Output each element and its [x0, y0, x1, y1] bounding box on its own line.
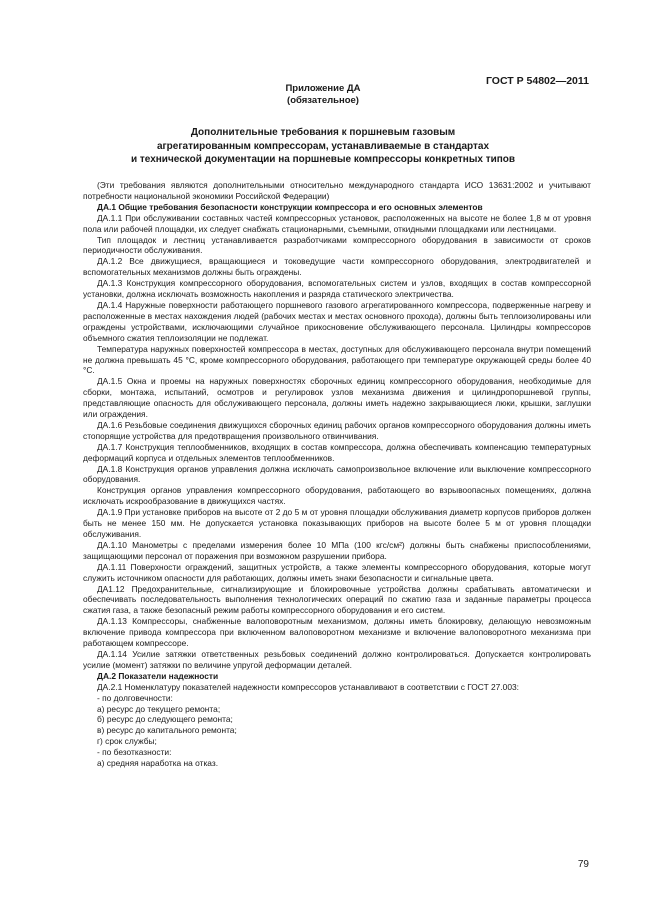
paragraph: ДА.1.11 Поверхности ограждений, защитных устройств, а также элементы компрессорного оборудования, которые могут служить источником опасности для работающих, должны иметь знаки безопасности и сигнальные цвета. — [83, 561, 591, 583]
paragraph: ДА.1.3 Конструкция компрессорного оборудования, вспомогательных систем и узлов, входящих в состав компрессорной установки, должна исключать возможность накопления и разряда статического электричества. — [83, 278, 591, 300]
paragraph: ДА.1.6 Резьбовые соединения движущихся сборочных единиц рабочих органов компрессорного оборудования должны иметь стопорящие устройства для предотвращения произвольного отвинчивания. — [83, 419, 591, 441]
paragraph: ДА.1.14 Усилие затяжки ответственных резьбовых соединений должно контролироваться. Допускается контролировать усилие (момент) затяжки по величине упругой деформации деталей. — [83, 648, 591, 670]
paragraph: б) ресурс до следующего ремонта; — [97, 714, 233, 725]
title-line-3: и технической документации на поршневые компрессоры конкретных типов — [130, 154, 516, 165]
annex-status: (обязательное) — [287, 95, 359, 106]
paragraph: - по долговечности: — [97, 692, 173, 703]
paragraph: ДА.1.1 При обслуживании составных частей компрессорных установок, расположенных на высоте не более 1,8 м от уровня пола или рабочей площадки, их следует снабжать стационарными, съемными, откидными площадками или лестницами. — [83, 212, 591, 234]
title-line-1: Дополнительные требования к поршневым газовым — [190, 127, 456, 138]
annex-heading — [0, 83, 646, 107]
document-code: ГОСТ Р 54802—2011 — [485, 75, 589, 87]
paragraph: Тип площадок и лестниц устанавливается разработчиками компрессорного оборудования в зависимости от сроков периодичности обслуживания. — [83, 234, 591, 256]
paragraph: (Эти требования являются дополнительными относительно международного стандарта ИСО 13631:2002 и учитывают потребности национальной экономики Российской Федерации) — [83, 180, 591, 201]
section-heading: ДА.2 Показатели надежности — [97, 670, 219, 681]
paragraph: ДА.1.8 Конструкция органов управления должна исключать самопроизвольное включение или выключение компрессорного оборудования. — [83, 463, 591, 485]
paragraph: а) средняя наработка на отказ. — [97, 758, 219, 769]
annex-title — [80, 126, 566, 167]
paragraph: ДА.1.9 При установке приборов на высоте от 2 до 5 м от уровня площадки обслуживания диаметр корпусов приборов должен быть не менее 150 мм. Не допускается установка показывающих приборов на высоте более 5 м от уровня площадки обслуживания. — [83, 507, 591, 539]
page-number: 79 — [577, 859, 589, 870]
paragraph: ДА.1.4 Наружные поверхности работающего поршневого газового агрегатированного компрессора, подверженные нагреву и расположенные в местах нахождения людей (рабочих местах и местах основного прохода), должны быть теплоизолированы или ограждены устройствами, исключающими случайное прикосновение обслуживающего персонала. Цилиндры компрессоров объемного сжатия теплоизоляции не подлежат. — [83, 299, 591, 343]
paragraph: в) ресурс до капитального ремонта; — [97, 725, 237, 736]
paragraph: ДА.1.13 Компрессоры, снабженные валоповоротным механизмом, должны иметь блокировку, делающую невозможным включение привода компрессора при включенном валоповоротном механизме и включение валоповоротного механизма при работающем компрессоре. — [83, 616, 591, 649]
paragraph: а) ресурс до текущего ремонта; — [97, 703, 221, 714]
section-heading: ДА.1 Общие требования безопасности конструкции компрессора и его основных элементов — [97, 201, 483, 212]
paragraph: ДА.1.5 Окна и проемы на наружных поверхностях сборочных единиц компрессорного оборудования, необходимые для сборки, монтажа, испытаний, осмотров и регулировок узлов механизма движения и цилиндропоршневой группы, представляющие опасность для обслуживающего персонала, должны иметь надежно закрывающиеся люки, крышки, заглушки или ограждения. — [83, 376, 591, 420]
paragraph: Температура наружных поверхностей компрессора в местах, доступных для обслуживающего персонала внутри помещений не должна превышать 45 °С, кроме компрессорного оборудования, работающего при температуре окружающей среды более 40 °С. — [83, 343, 591, 376]
paragraph: г) срок службы; — [97, 736, 157, 747]
paragraph: ДА.1.2 Все движущиеся, вращающиеся и токоведущие части компрессорного оборудования, электродвигателей и вспомогательных механизмов должны быть ограждены. — [83, 256, 591, 278]
annex-label: Приложение ДА — [285, 83, 361, 94]
paragraph: - по безотказности: — [97, 747, 172, 758]
document-body — [83, 180, 591, 769]
paragraph: ДА.2.1 Номенклатуру показателей надежности компрессоров устанавливают в соответствии с ГОСТ 27.003: — [97, 681, 519, 692]
paragraph: ДА1.12 Предохранительные, сигнализирующие и блокировочные устройства должны срабатывать автоматически и обеспечивать последовательность выполнения технологических операций по сжатию газа и заданные параметры процесса сжатия газа, а также безопасный режим работы компрессорного оборудования и его систем. — [83, 583, 591, 616]
title-line-2: агрегатированным компрессорам, устанавливаемые в стандартах — [156, 140, 490, 152]
paragraph: ДА.1.7 Конструкция теплообменников, входящих в состав компрессора, должна обеспечивать компенсацию температурных деформаций корпуса и отдельных элементов теплообменников. — [83, 441, 591, 463]
paragraph: ДА.1.10 Манометры с пределами измерения более 10 МПа (100 кгс/см²) должны быть снабжены приспособлениями, защищающими персонал от поражения при возможном разрушении прибора. — [83, 539, 591, 561]
paragraph: Конструкция органов управления компрессорного оборудования, работающего во взрывоопасных помещениях, должна исключать искрообразование в движущихся частях. — [83, 485, 591, 507]
